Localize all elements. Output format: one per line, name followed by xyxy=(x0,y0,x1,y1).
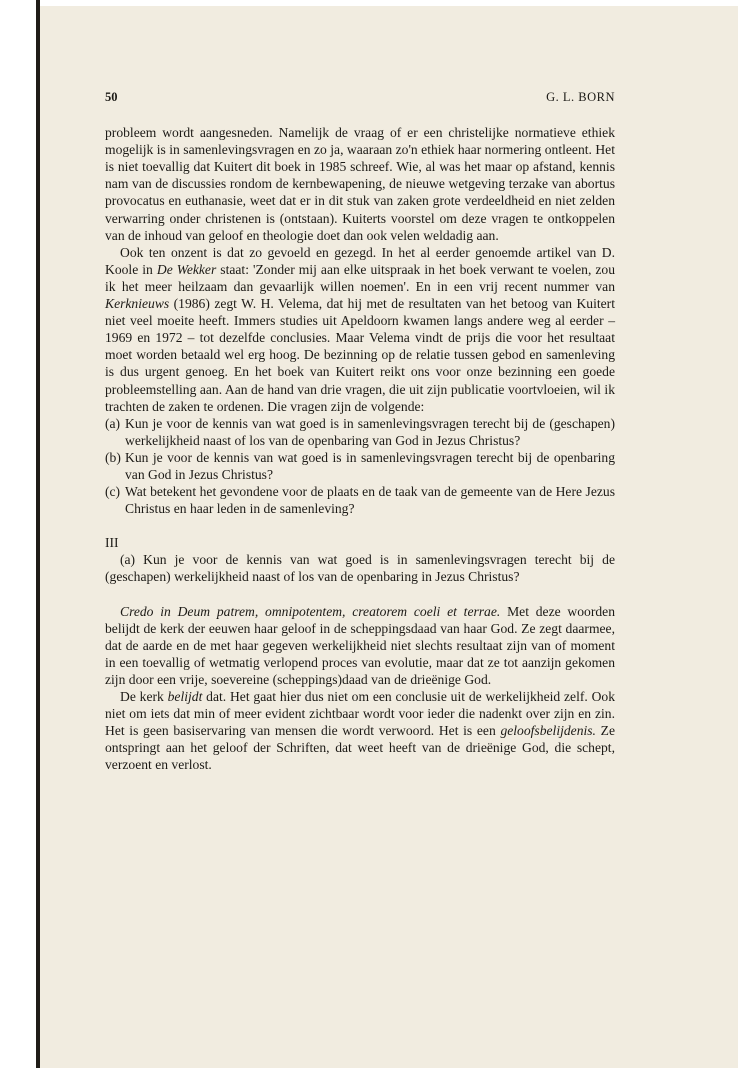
title-de-wekker: De Wekker xyxy=(156,261,217,277)
spacer xyxy=(105,586,615,603)
running-header xyxy=(105,89,615,106)
list-item: (b) Kun je voor de kennis van wat goed is in samenlevingsvragen terecht bij de openbaring van God in Jezus Christus? xyxy=(105,449,615,482)
scan-margin xyxy=(0,0,36,1068)
paragraph-1: probleem wordt aangesneden. Namelijk de vraag of er een christelijke normatieve ethiek mogelijk is in samenlevingsvragen en zo ja, waaraan zo'n ethiek haar normering ontleent. Het is niet toevallig dat Kuitert dit boek in 1985 schreef. Wie, al was het maar op afstand, kennis nam van de discussies rondom de kernbewapening, de nieuwe wetgeving terzake van abortus provocatus en euthanasie, weet dat er in dit stuk van zaken grote verdeeldheid en niet zelden verwarring onder christenen is (ontstaan). Kuiterts voorstel om deze vragen te ontkoppelen van de inhoud van geloof en theologie doet dan ook velen weldadig aan. xyxy=(105,125,615,243)
list-item: (c) Wat betekent het gevondene voor de plaats en de taak van de gemeente van de Here Jezus Christus en haar leden in de samenleving? xyxy=(105,484,615,517)
page-content xyxy=(105,89,615,773)
running-author: G. L. BORN xyxy=(546,90,615,104)
title-kerknieuws: Kerknieuws xyxy=(105,296,170,312)
paragraph-4: De kerk belijdt dat. Het gaat hier dus niet om een conclusie uit de werkelijkheid zelf. Ook niet om iets dat min of meer evident zichtbaar wordt voor ieder die nadenkt over zijn en zin. Het is geen basiservaring van mensen die wordt verwoord. Het is een geloofsbelijdenis. Ze ontspringt aan het geloof der Schriften, dat weet heeft van de drieënige God, die schept, verzoent en verlost. xyxy=(105,689,615,773)
section-heading: III xyxy=(105,535,119,551)
paragraph-2: Ook ten onzent is dat zo gevoeld en gezegd. In het al eerder genoemde artikel van D. Koole in De Wekker staat: 'Zonder mij aan elke uitspraak in het boek verwant te voelen, zou ik het meer heilzaam dan gevaarlijk willen noemen'. En in een vrij recent nummer van Kerknieuws (1986) zegt W. H. Velema, dat hij met de resultaten van het betoog van Kuitert niet veel moeite heeft. Immers studies uit Apeldoorn kwamen langs andere weg al eerder – 1969 en 1972 – tot dezelfde conclusies. Maar Velema vindt de prijs die voor het resultaat moet worden betaald wel erg hoog. De bezinning op de relatie tussen gebod en samenleving is dus urgent genoeg. En het boek van Kuitert reikt ons voor onze bezinning een goede probleemstelling aan. Aan de hand van drie vragen, die uit zijn publicatie voortvloeien, wil ik trachten de zaken te ordenen. Die vragen zijn de volgende: xyxy=(105,244,616,414)
credo-quote: Credo in Deum patrem, omnipotentem, creatorem coeli et terrae. xyxy=(120,603,501,619)
question-list xyxy=(105,415,615,518)
list-item: (a) Kun je voor de kennis van wat goed is in samenlevingsvragen terecht bij de (geschapen) werkelijkheid naast of los van de openbaring van God in Jezus Christus? xyxy=(105,415,615,448)
page-number: 50 xyxy=(105,90,118,104)
section-question: (a) Kun je voor de kennis van wat goed is in samenlevingsvragen terecht bij de (geschapen) werkelijkheid naast of los van de openbaring in Jezus Christus? xyxy=(105,552,615,585)
paragraph-3: Credo in Deum patrem, omnipotentem, creatorem coeli et terrae. Met deze woorden belijdt de kerk der eeuwen haar geloof in de scheppingsdaad van haar God. Ze zegt daarmee, dat de aarde en de met haar gegeven werkelijkheid niet slechts resultaat zijn van of moment in een toevallig of wetmatig verlopend proces van evolutie, maar dat ze tot aanzijn gekomen zijn door een vrije, soevereine (scheppings)daad van de drieënige God. xyxy=(105,603,615,687)
